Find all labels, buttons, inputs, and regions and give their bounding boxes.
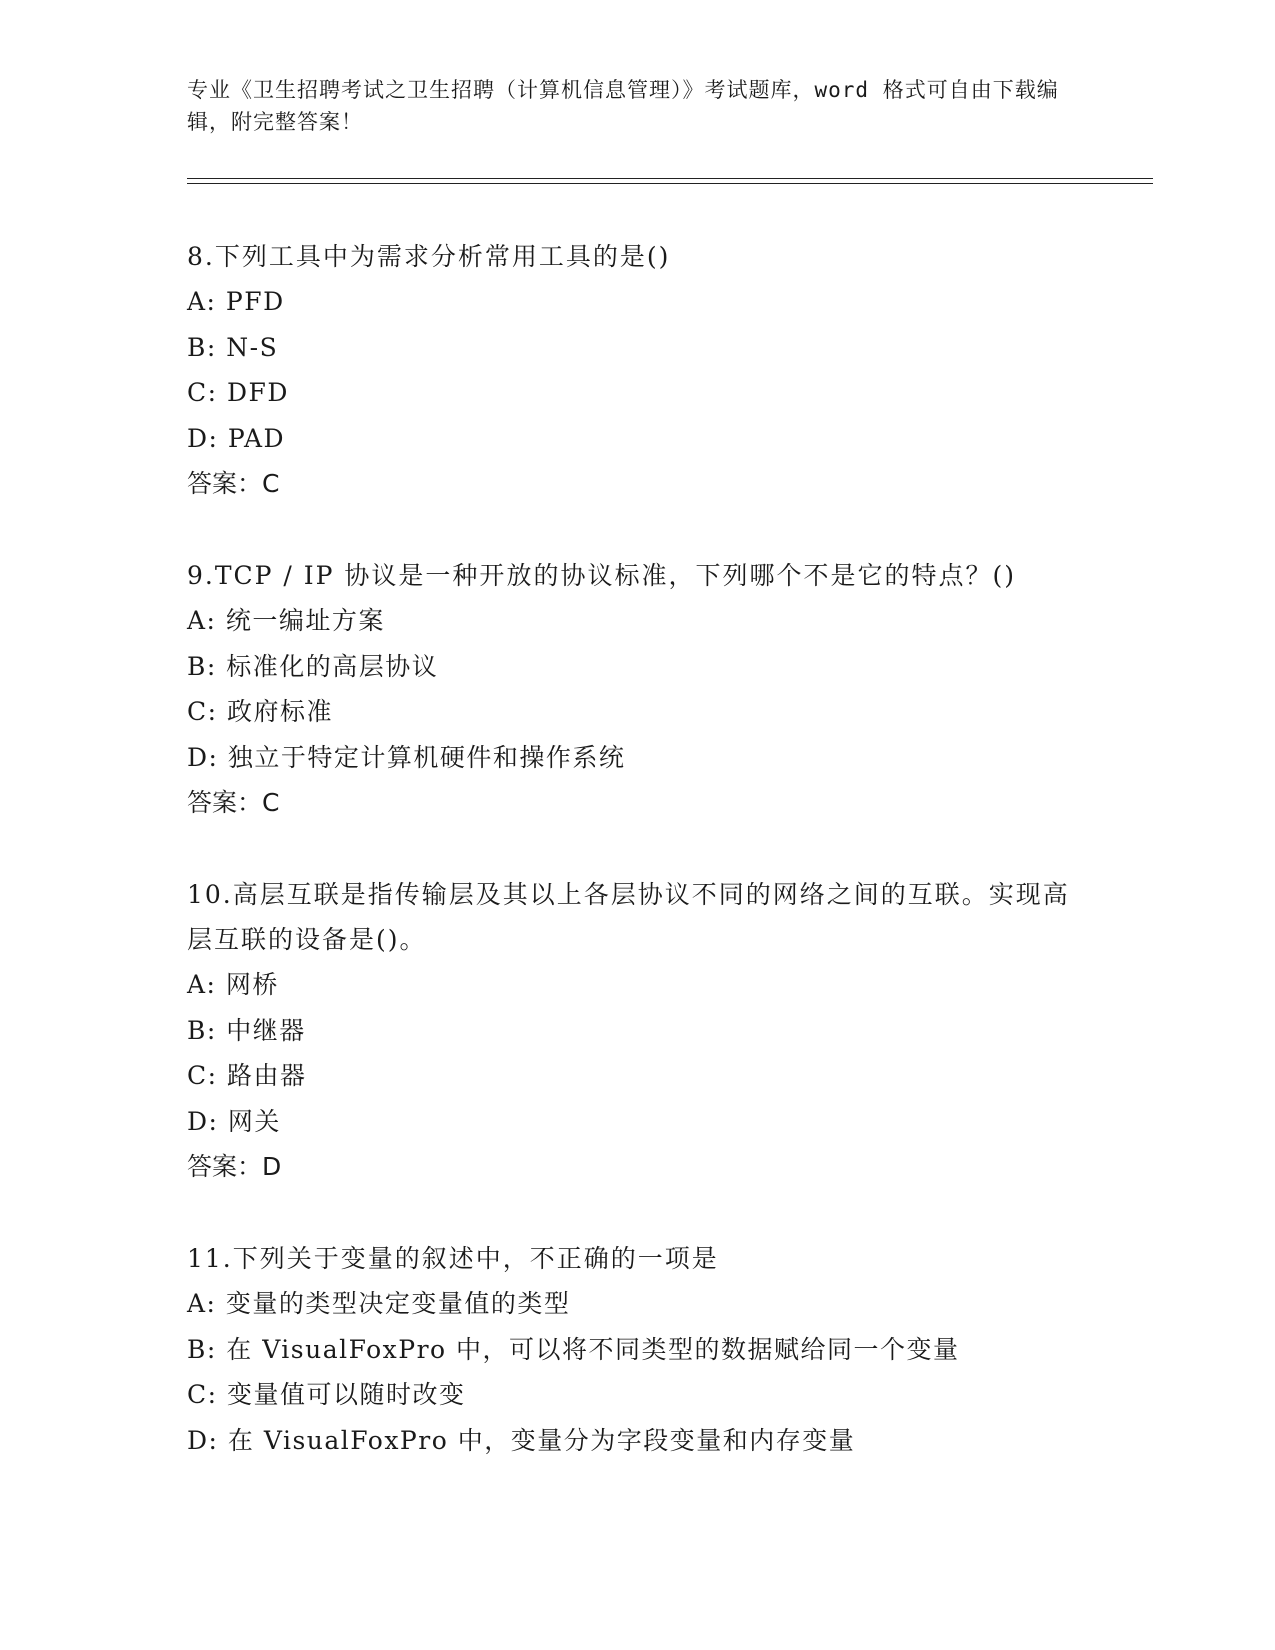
question-9 bbox=[187, 553, 1087, 825]
option-d: D: 在 VisualFoxPro 中，变量分为字段变量和内存变量 bbox=[187, 1425, 856, 1455]
option-a: A: 变量的类型决定变量值的类型 bbox=[187, 1289, 571, 1318]
answer-line: 答案：C bbox=[187, 469, 280, 498]
option-b: B: 中继器 bbox=[187, 1015, 306, 1045]
question-11 bbox=[187, 1236, 1087, 1463]
document-header: 专业《卫生招聘考试之卫生招聘（计算机信息管理）》考试题库，word 格式可自由下载编辑，附完整答案！ bbox=[187, 78, 1059, 134]
option-c: C: 路由器 bbox=[187, 1061, 307, 1090]
header-divider-top bbox=[187, 178, 1153, 179]
question-stem: 11.下列关于变量的叙述中，不正确的一项是 bbox=[187, 1244, 719, 1273]
question-8 bbox=[187, 234, 1087, 506]
option-d: D: 独立于特定计算机硬件和操作系统 bbox=[187, 742, 626, 772]
question-stem: 8.下列工具中为需求分析常用工具的是() bbox=[187, 242, 671, 271]
option-a: A: 网桥 bbox=[187, 970, 279, 999]
header-divider-bottom bbox=[187, 183, 1153, 184]
option-c: C: 变量值可以随时改变 bbox=[187, 1380, 466, 1409]
option-d: D: 网关 bbox=[187, 1106, 281, 1136]
option-d: D: PAD bbox=[187, 423, 286, 453]
option-a: A: 统一编址方案 bbox=[187, 606, 385, 635]
option-c: C: 政府标准 bbox=[187, 697, 333, 726]
answer-line: 答案：C bbox=[187, 788, 280, 817]
question-stem: 10.高层互联是指传输层及其以上各层协议不同的网络之间的互联。实现高层互联的设备是()。 bbox=[187, 880, 1070, 954]
option-b: B: 标准化的高层协议 bbox=[187, 651, 439, 681]
answer-line: 答案：D bbox=[187, 1152, 282, 1181]
option-b: B: N-S bbox=[187, 332, 279, 362]
question-10 bbox=[187, 872, 1087, 1189]
option-b: B: 在 VisualFoxPro 中，可以将不同类型的数据赋给同一个变量 bbox=[187, 1334, 960, 1364]
question-stem: 9.TCP / IP 协议是一种开放的协议标准，下列哪个不是它的特点？() bbox=[187, 561, 1016, 590]
option-a: A: PFD bbox=[187, 287, 285, 316]
option-c: C: DFD bbox=[187, 378, 289, 407]
